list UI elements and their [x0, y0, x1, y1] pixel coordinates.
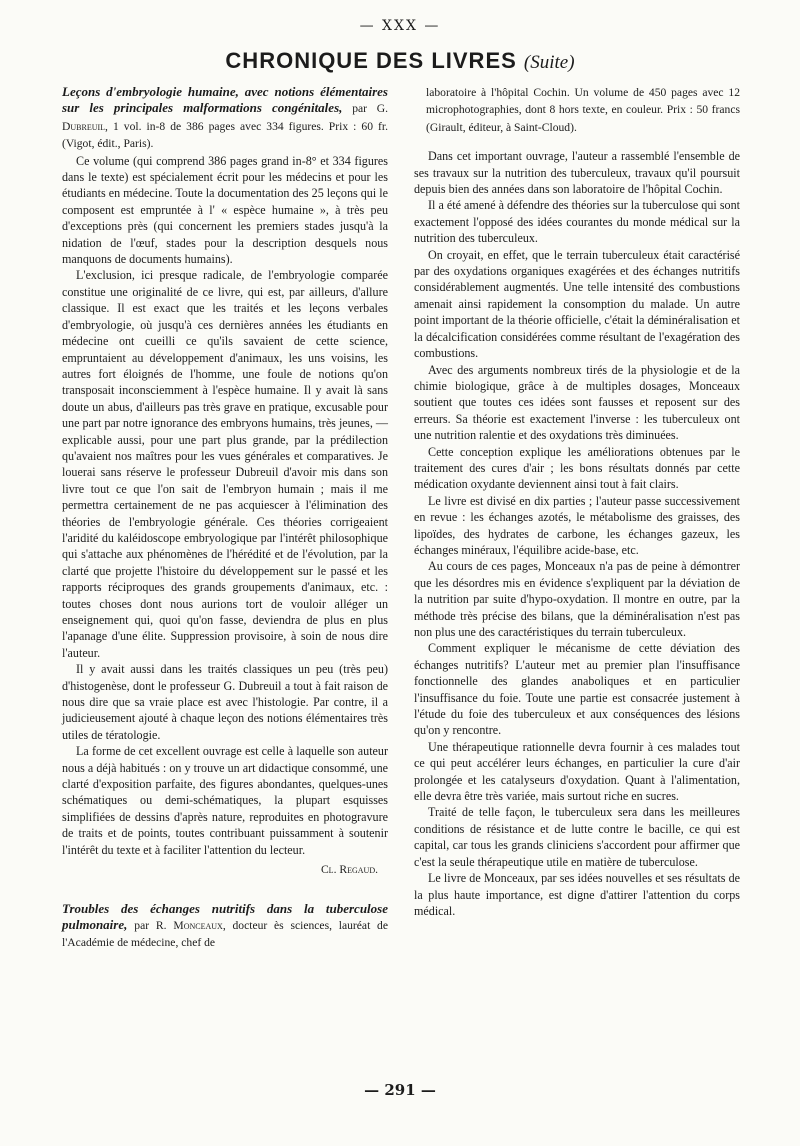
book2-author-prefix: par R. — [134, 918, 167, 932]
chronicle-title — [0, 48, 800, 74]
book1-signature: Cl. Regaud. — [320, 863, 378, 877]
book2-paragraph-3: On croyait, en effet, que le terrain tuberculeux était caractérisé par des oxydations organiques exagérées et des échanges nutritifs considérablement augmentés. Une telle intensité des combustions amenait ainsi rapidement la consomption du malade. Un autre point important de la théorie officielle, c'était la déminéralisation et la décalcification considérées comme résultant de l'exagération des combustions. — [414, 247, 740, 361]
book1-author-prefix: par G. — [352, 102, 388, 116]
book1-author: Dubreuil — [62, 119, 106, 133]
right-column — [414, 84, 740, 919]
book2-paragraph-11: Le livre de Monceaux, par ses idées nouvelles et ses résultats de la plus haute importance, est digne d'attirer l'attention du corps médical. — [414, 871, 740, 918]
book2-paragraph-8: Comment expliquer le mécanisme de cette déviation des échanges nutritifs? L'auteur met au premier plan l'insuffisance fonctionnelle des glandes anaboliques et en particulier l'insuffisance du foie. Toute une partie est consacrée justement à l'étude du foie des tuberculeux et aux conséquences des lésions qu'on y rencontre. — [414, 641, 740, 738]
chronicle-title-main: CHRONIQUE DES LIVRES — [225, 48, 517, 73]
book2-paragraph-9: Une thérapeutique rationnelle devra fournir à ces malades tout ce qui peut accélérer leurs échanges, en particulier la cure d'air prolongée et les catalyseurs d'oxydation. Quant à l'alimentation, elle devra être très variée, mais surtout riche en sucres. — [414, 739, 740, 804]
chronicle-title-suite: (Suite) — [523, 52, 575, 73]
book1-paragraph-1: Ce volume (qui comprend 386 pages grand in-8° et 334 figures dans le texte) est spécialement écrit pour les médecins et pour les étudiants en médecine. Toute la documentation des 25 leçons qui le composent est empruntée à l' « espèce humaine », à très peu d'exceptions près (qui concernent les premiers stades jusqu'à la nidation de l'œuf, stades pour la description desquels nous manquons de documents humains). — [62, 153, 388, 267]
book2-paragraph-6: Le livre est divisé en dix parties ; l'auteur passe successivement en revue : les échanges azotés, le métabolisme des graisses, des lipoïdes, des hydrates de carbone, les échanges gazeux, les échanges minéraux, l'équilibre acide-base, etc. — [414, 493, 740, 557]
book2-details-left: , docteur ès sciences, lauréat de l'Académie de médecine, chef de — [62, 918, 388, 950]
book1-paragraph-4: La forme de cet excellent ouvrage est celle à laquelle son auteur nous a déjà habitués : on y trouve un art didactique consommé, une clarté d'exposition parfaite, des figures abondantes, quelques-unes schématiques ou demi-schématiques, la plupart esquisses simplifiées de dessins d'après nature, reproduites en photogravure de traits et de points, toutes contribuant puissamment à soutenir l'intérêt du texte et à faciliter l'attention du lecteur. — [62, 744, 388, 857]
book2-paragraph-5: Cette conception explique les améliorations obtenues par le traitement des cures d'air ; les bons résultats donnés par cette médication oxydante deviennent ainsi tout à fait clairs. — [414, 444, 740, 492]
book2-paragraph-10: Traité de telle façon, le tuberculeux sera dans les meilleures conditions de résistance et de lutte contre le bacille, ce qui est capital, car tous les grands cliniciens s'accordent pour affirmer que c'est la seule thérapeutique utile en matière de tuberculose. — [414, 805, 740, 869]
book2-title: Troubles des échanges nutritifs dans la tuberculose pulmonaire, — [62, 900, 388, 932]
book1-paragraph-3: Il y avait aussi dans les traités classiques un peu (très peu) d'histogenèse, dont le professeur G. Dubreuil a tout à fait raison de nous dire que sa vraie place est avec l'histologie. Par contre, il a judicieusement ajouté à chaque leçon des notions élémentaires très utiles de tératologie. — [62, 662, 388, 742]
book2-paragraph-2: Il a été amené à défendre des théories sur la tuberculose qui sont exactement l'opposé des idées courantes du monde médical sur la nutrition des tuberculeux. — [414, 198, 740, 246]
book2-heading — [62, 901, 388, 952]
left-column — [62, 84, 388, 952]
book1-heading — [62, 84, 388, 153]
book1-publisher: (Vigot, édit., Paris). — [62, 137, 154, 151]
book2-paragraph-1: Dans cet important ouvrage, l'auteur a rassemblé l'ensemble de ses travaux sur la nutrition des tuberculeux, travaux qu'il poursuit depuis bien des années dans son laboratoire de l'hôpital Cochin. — [414, 149, 740, 197]
page-number: — 291 — — [364, 1081, 436, 1099]
book1-paragraph-2: L'exclusion, ici presque radicale, de l'embryologie comparée constitue une originalité de ce livre, qui est, par ailleurs, d'allure classique. Il est exact que les traités et les leçons verbales d'embryologie, où jusqu'à ces dernières années les étudiants en médecine ont cueilli ce qu'ils savaient de cette science, empruntaient au développement d'animaux, les uns voisins, les autres fort éloignés de l'homme, une foule de notions qu'on transposait inconsciemment à l'espèce humaine. Il y avait là sans doute un abus, d'ailleurs pas très grave en pratique, excusable pour une part par notre ignorance des embryons humains, très jeunes, — explicable aussi, pour une part plus grande, par la prédilection qu'avaient nos maîtres pour les vues générales et comparatives. Je louerai sans réserve le professeur Dubreuil d'avoir mis dans son livre tout ce que l'on sait de l'embryon humain ; mais il me permettra certainement de ne pas acquiescer à l'élimination des théories de l'embryologie générale. Ces théories corrigeaient l'aridité du kaléidoscope embryologique par l'intérêt philosophique qui s'attache aux phénomènes de l'hérédité et de l'évolution, par la clarté que projette l'histoire du développement sur le passé et les rapports réciproques des grands groupements d'animaux, etc. : toutes choses dont nous aurions tort de vouloir alléger un enseignement qui, quoi qu'on fasse, deviendra de plus en plus l'apanage d'une élite. Suppression provisoire, à soin de nous dire l'auteur. — [62, 268, 388, 660]
book2-paragraph-7: Au cours de ces pages, Monceaux n'a pas de peine à démontrer que les désordres mis en évidence s'expliquent par la déviation de la nutrition par suite d'hypo-oxydation. Il montre en outre, par la méthode très précise des bilans, que la déminéralisation n'est pas non plus une des caractéristiques du terrain tuberculeux. — [414, 559, 740, 639]
book1-title: Leçons d'embryologie humaine, avec notions élémentaires sur les principales malformations congénitales, — [62, 84, 388, 116]
book2-publisher: (Girault, éditeur, à Saint-Cloud). — [426, 120, 577, 134]
book2-details-right: laboratoire à l'hôpital Cochin. Un volume de 450 pages avec 12 microphotographies, dont 8 hors texte, en couleur. Prix : 50 francs — [426, 86, 740, 117]
book2-heading-continued — [414, 84, 740, 136]
book2-paragraph-4: Avec des arguments nombreux tirés de la physiologie et de la chimie biologique, grâce à de multiples dosages, Monceaux soutient que toutes ces idées sont fausses et reposent sur des erreurs. Sa théorie est exactement l'inverse : les tuberculeux ont une nutrition ralentie et des oxydations très diminuées. — [414, 362, 740, 443]
book1-details: , 1 vol. in-8 de 386 pages avec 334 figures. Prix : 60 fr. — [105, 119, 388, 133]
running-head: — XXX — — [359, 18, 441, 34]
book2-author: Monceaux — [173, 918, 223, 932]
